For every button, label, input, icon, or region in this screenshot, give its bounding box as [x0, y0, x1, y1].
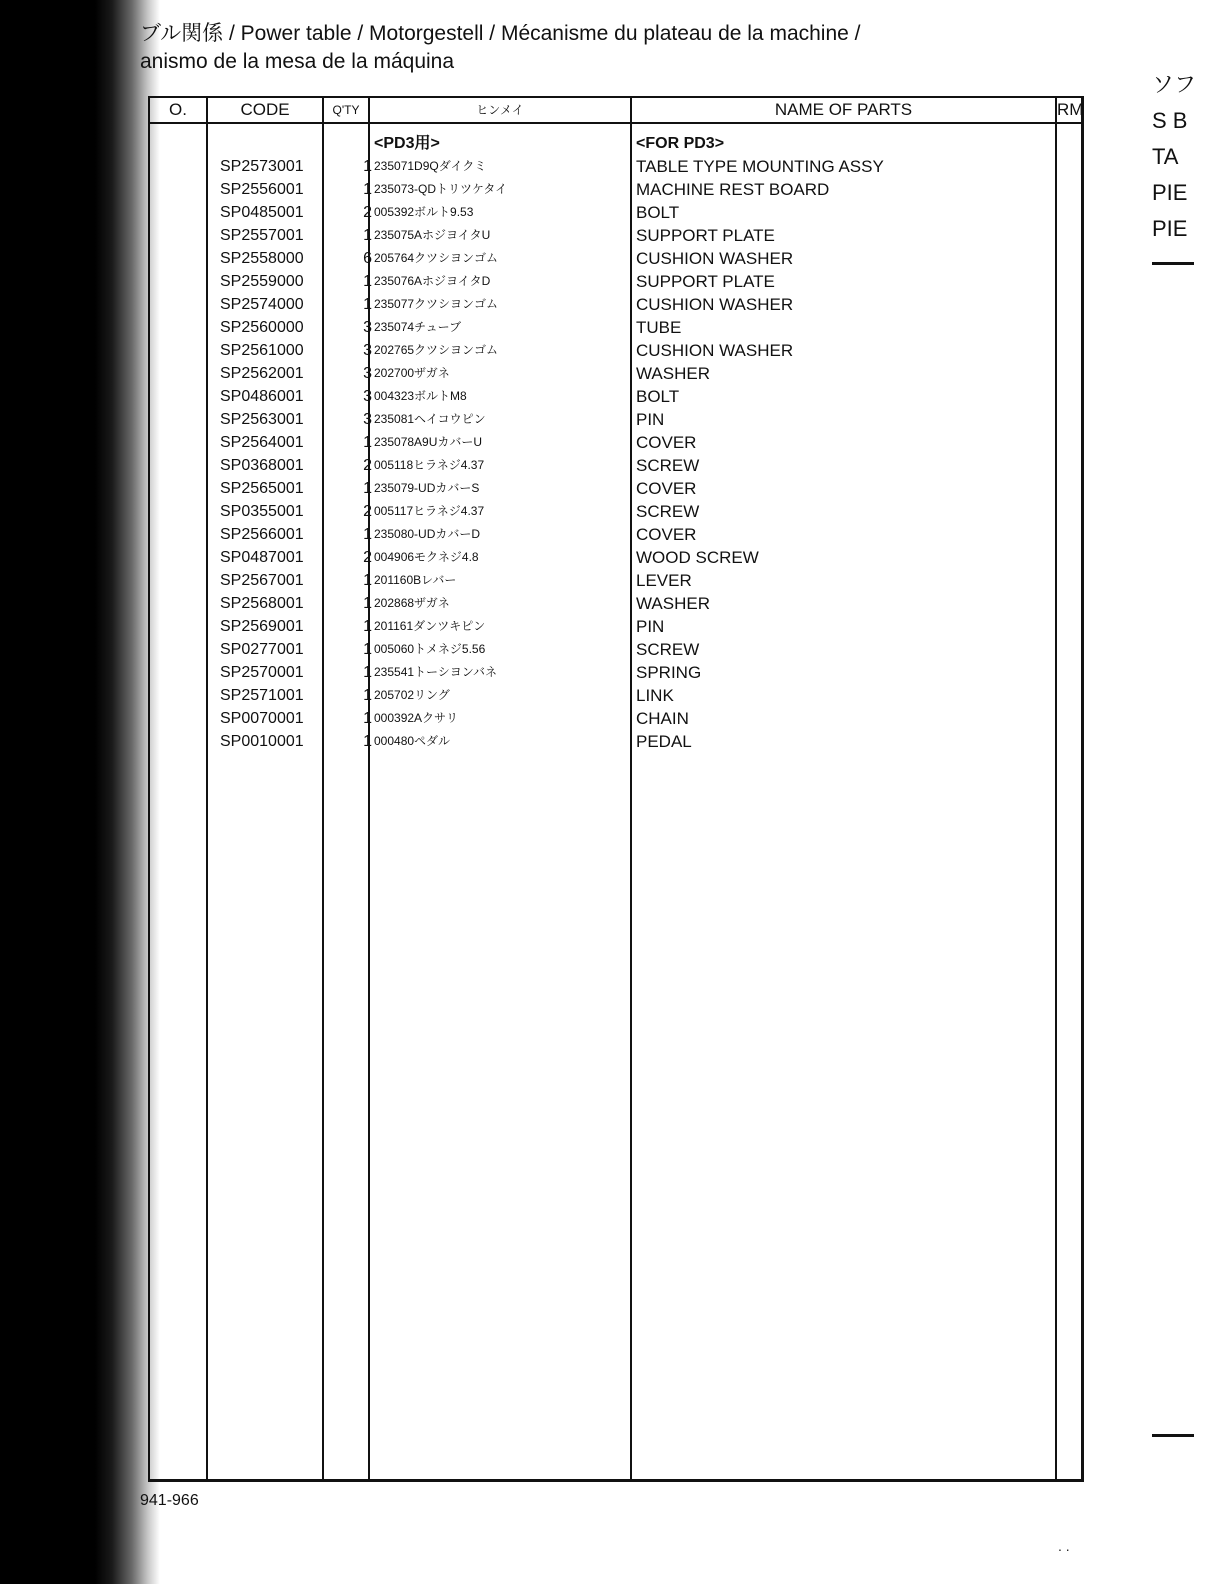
- header-name: NAME OF PARTS: [774, 100, 913, 119]
- table-row: [150, 224, 1081, 247]
- part-kana: 202700ザガネ: [374, 366, 450, 380]
- part-kana: 235078A9UカバーU: [374, 435, 483, 449]
- part-code: SP2564001: [220, 434, 304, 451]
- part-name: SCREW: [636, 502, 700, 521]
- part-code: SP0487001: [220, 549, 304, 566]
- part-code: SP0485001: [220, 204, 304, 221]
- part-name: LEVER: [636, 571, 692, 590]
- part-kana: 205702リング: [374, 688, 450, 702]
- right-rule-top: [1152, 262, 1194, 265]
- table-row: [150, 546, 1081, 569]
- table-row: [150, 155, 1081, 178]
- page-title: [140, 20, 1040, 76]
- part-qty: 1: [363, 227, 372, 244]
- part-code: SP2574000: [220, 296, 304, 313]
- part-code: SP2565001: [220, 480, 304, 497]
- part-qty: 1: [363, 664, 372, 681]
- part-kana: 235541トーシヨンバネ: [374, 665, 497, 679]
- table-row: [150, 293, 1081, 316]
- part-qty: 3: [363, 319, 372, 336]
- part-kana: 005392ボルト9.53: [374, 205, 474, 219]
- header-qty: Q'TY: [332, 103, 360, 117]
- table-row: [150, 730, 1081, 753]
- table-row: [150, 569, 1081, 592]
- right-margin-text: TA: [1152, 144, 1179, 169]
- part-name: SCREW: [636, 456, 700, 475]
- table-row: [150, 592, 1081, 615]
- footer-code: 941-966: [140, 1492, 199, 1509]
- part-code: SP2560000: [220, 319, 304, 336]
- part-qty: 1: [363, 572, 372, 589]
- table-row: [150, 316, 1081, 339]
- part-code: SP2573001: [220, 158, 304, 175]
- part-kana: 000480ペダル: [374, 734, 451, 748]
- part-kana: 235081ヘイコウピン: [374, 412, 486, 426]
- header-code: CODE: [240, 100, 290, 119]
- part-qty: 1: [363, 296, 372, 313]
- header-divider: [150, 122, 1081, 124]
- part-code: SP2567001: [220, 572, 304, 589]
- table-row: [150, 385, 1081, 408]
- part-code: SP2556001: [220, 181, 304, 198]
- part-kana: 201161ダンツキピン: [374, 619, 486, 633]
- part-qty: 1: [363, 687, 372, 704]
- part-name: WASHER: [636, 364, 710, 383]
- table-row: [150, 477, 1081, 500]
- table-row: [150, 201, 1081, 224]
- right-margin-text: PIE: [1152, 180, 1188, 205]
- part-kana: 235080-UDカバーD: [374, 527, 481, 541]
- right-rule-bottom: [1152, 1434, 1194, 1437]
- part-qty: 3: [363, 411, 372, 428]
- scan-shadow: [0, 0, 160, 1584]
- part-code: SP2559000: [220, 273, 304, 290]
- table-row: [150, 615, 1081, 638]
- table-row: [150, 408, 1081, 431]
- table-body: [150, 132, 1081, 753]
- part-code: SP2571001: [220, 687, 304, 704]
- table-row: [150, 362, 1081, 385]
- part-name: COVER: [636, 479, 697, 498]
- part-name: LINK: [636, 686, 674, 705]
- part-code: SP0486001: [220, 388, 304, 405]
- parts-table: [148, 96, 1084, 1482]
- part-qty: 2: [363, 503, 372, 520]
- part-name: SUPPORT PLATE: [636, 272, 775, 291]
- part-code: SP2558000: [220, 250, 304, 267]
- part-qty: 2: [363, 457, 372, 474]
- part-code: SP2563001: [220, 411, 304, 428]
- table-row: [150, 638, 1081, 661]
- part-code: SP2561000: [220, 342, 304, 359]
- part-qty: 1: [363, 434, 372, 451]
- right-margin-text: ソフ: [1152, 72, 1197, 97]
- part-name: CUSHION WASHER: [636, 295, 794, 314]
- part-name: CUSHION WASHER: [636, 341, 794, 360]
- part-code: SP0277001: [220, 641, 304, 658]
- table-row: [150, 661, 1081, 684]
- table-row: [150, 431, 1081, 454]
- part-code: SP0355001: [220, 503, 304, 520]
- part-name: SCREW: [636, 640, 700, 659]
- part-qty: 3: [363, 365, 372, 382]
- part-kana: 202868ザガネ: [374, 596, 450, 610]
- part-name: SPRING: [636, 663, 702, 682]
- part-kana: 235071D9Qダイクミ: [374, 159, 487, 173]
- part-kana: 202765クツシヨンゴム: [374, 343, 499, 357]
- part-qty: 1: [363, 618, 372, 635]
- part-name: TABLE TYPE MOUNTING ASSY: [636, 157, 884, 176]
- part-name: PIN: [636, 410, 665, 429]
- part-kana: 000392Aクサリ: [374, 711, 459, 725]
- part-qty: 1: [363, 526, 372, 543]
- part-code: SP0070001: [220, 710, 304, 727]
- part-code: SP2562001: [220, 365, 304, 382]
- part-code: SP2570001: [220, 664, 304, 681]
- table-row: [150, 454, 1081, 477]
- part-kana: 235076AホジヨイタD: [374, 274, 491, 288]
- table-row: [150, 707, 1081, 730]
- part-name: BOLT: [636, 387, 680, 406]
- part-qty: 3: [363, 388, 372, 405]
- section-kana: <PD3用>: [374, 135, 440, 152]
- part-code: SP0368001: [220, 457, 304, 474]
- part-code: SP0010001: [220, 733, 304, 750]
- part-name: PEDAL: [636, 732, 692, 751]
- part-qty: 1: [363, 710, 372, 727]
- part-qty: 6: [363, 250, 372, 267]
- table-row: [150, 270, 1081, 293]
- part-kana: 005060トメネジ5.56: [374, 642, 486, 656]
- part-name: PIN: [636, 617, 665, 636]
- part-qty: 3: [363, 342, 372, 359]
- page-mark: . .: [1058, 1538, 1070, 1554]
- part-code: SP2568001: [220, 595, 304, 612]
- part-name: WOOD SCREW: [636, 548, 759, 567]
- section-name: <FOR PD3>: [636, 135, 725, 152]
- part-kana: 005118ヒラネジ4.37: [374, 458, 485, 472]
- part-qty: 1: [363, 273, 372, 290]
- part-name: CUSHION WASHER: [636, 249, 794, 268]
- header-rm: RM: [1057, 100, 1084, 119]
- part-name: CHAIN: [636, 709, 689, 728]
- header-kana: ヒンメイ: [476, 103, 524, 117]
- header-no: O.: [169, 100, 187, 119]
- table-row: [150, 523, 1081, 546]
- part-kana: 235073-QDトリツケタイ: [374, 182, 508, 196]
- right-margin-text: S B: [1152, 108, 1188, 133]
- part-qty: 1: [363, 158, 372, 175]
- table-row: [150, 500, 1081, 523]
- part-kana: 235079-UDカバーS: [374, 481, 480, 495]
- part-qty: 2: [363, 549, 372, 566]
- right-margin-text: PIE: [1152, 216, 1188, 241]
- table-row: [150, 247, 1081, 270]
- part-kana: 235074チューブ: [374, 320, 462, 334]
- part-kana: 235077クツシヨンゴム: [374, 297, 499, 311]
- part-name: BOLT: [636, 203, 680, 222]
- table-row: [150, 684, 1081, 707]
- part-name: SUPPORT PLATE: [636, 226, 775, 245]
- part-kana: 005117ヒラネジ4.37: [374, 504, 485, 518]
- part-name: COVER: [636, 525, 697, 544]
- part-code: SP2557001: [220, 227, 304, 244]
- part-code: SP2569001: [220, 618, 304, 635]
- title-line-1: ブル関係 / Power table / Motorgestell / Mécanisme du plateau de la machine /: [140, 22, 861, 45]
- part-kana: 235075AホジヨイタU: [374, 228, 491, 242]
- title-line-2: anismo de la mesa de la máquina: [140, 50, 455, 73]
- part-qty: 1: [363, 733, 372, 750]
- part-qty: 1: [363, 641, 372, 658]
- part-name: MACHINE REST BOARD: [636, 180, 830, 199]
- part-code: SP2566001: [220, 526, 304, 543]
- part-name: COVER: [636, 433, 697, 452]
- part-qty: 2: [363, 204, 372, 221]
- part-qty: 1: [363, 595, 372, 612]
- table-row: [150, 178, 1081, 201]
- part-kana: 004323ボルトM8: [374, 389, 467, 403]
- part-qty: 1: [363, 480, 372, 497]
- part-name: TUBE: [636, 318, 682, 337]
- section-heading-row: [150, 132, 1081, 155]
- part-kana: 205764クツシヨンゴム: [374, 251, 499, 265]
- part-kana: 201160Bレバー: [374, 573, 457, 587]
- part-name: WASHER: [636, 594, 710, 613]
- part-kana: 004906モクネジ4.8: [374, 550, 479, 564]
- part-qty: 1: [363, 181, 372, 198]
- table-row: [150, 339, 1081, 362]
